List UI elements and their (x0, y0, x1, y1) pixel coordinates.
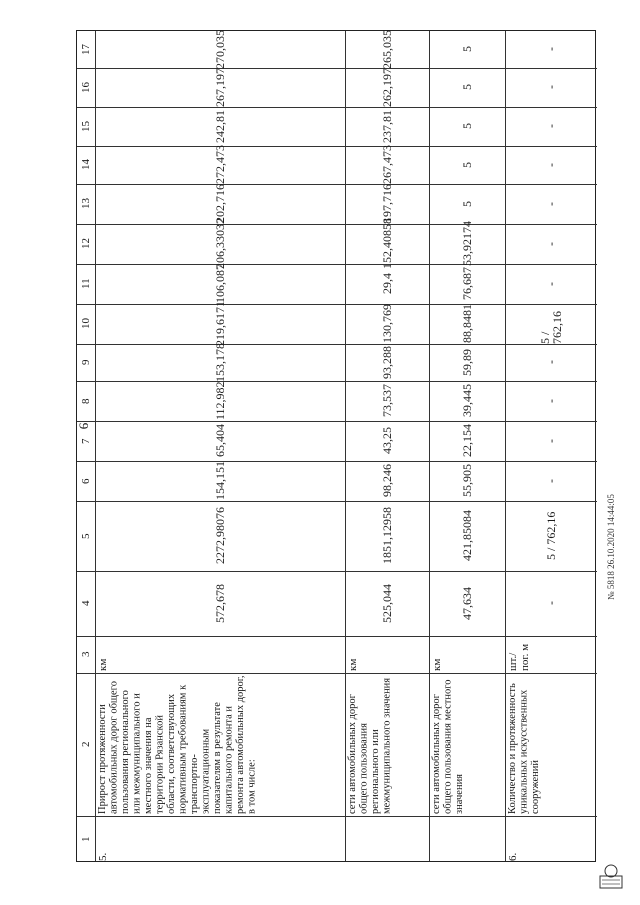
value-cell: - (544, 360, 558, 365)
value-cell: 525,044 (380, 584, 394, 623)
value-cell: 197,716 (380, 184, 394, 224)
value-cell: - (544, 601, 558, 606)
value-cell: 5 (460, 84, 474, 91)
value-cell: 152,40858 (380, 218, 394, 270)
value-cell: 265,035 (380, 30, 394, 69)
value-cell: 242,81 (213, 110, 227, 143)
column-header: 1 (80, 836, 92, 843)
column-header: 14 (80, 159, 92, 171)
unit-cell: км (347, 658, 359, 671)
value-cell: 262,197 (380, 68, 394, 107)
page-number: 9 (76, 422, 92, 430)
value-cell: 76,687 (460, 267, 474, 301)
value-cell: 106,087 (213, 264, 227, 304)
unit-cell: шт./ пог. м (507, 643, 531, 671)
value-cell: 5 (460, 123, 474, 130)
unit-cell: км (431, 658, 443, 671)
value-cell: 22,154 (460, 424, 474, 458)
value-cell: - (544, 439, 558, 443)
value-cell: 202,716 (213, 184, 227, 224)
indicator-name: Количество и протяженность уникальных искусственных сооружений (507, 683, 541, 814)
value-cell: 154,151 (213, 461, 227, 501)
value-cell: - (544, 47, 558, 52)
indicator-name: сети автомобильных дорог общего пользования местного значения (431, 679, 465, 814)
value-cell: 39,445 (460, 384, 474, 418)
indicator-name: сети автомобильных дорог общего пользования регионального или межмуниципального значения (347, 677, 393, 814)
value-cell: 2272,98076 (213, 507, 227, 565)
value-cell: 47,634 (460, 587, 474, 620)
value-cell: 43,25 (380, 427, 394, 455)
value-cell: - (544, 479, 558, 483)
value-cell: 5 (460, 162, 474, 168)
column-header: 13 (80, 198, 92, 210)
value-cell: 93,288 (380, 346, 394, 379)
value-cell: 53,92174 (460, 221, 474, 267)
value-cell: 5 / 762,16 (538, 311, 564, 344)
column-header: 4 (80, 600, 92, 607)
column-header: 6 (80, 478, 92, 484)
value-cell: 5 / 762,16 (544, 511, 558, 561)
column-header: 11 (80, 278, 92, 290)
value-cell: 572,678 (213, 584, 227, 623)
indicator-name: Прирост протяженности автомобильных дорог общего пользования регионального или межмуниципального и местного значения на территории Рязанской области, соответствующих нормативным требованиям к транспортно-эксплуатационным показателям в результате капитального ремонта и ремонта автомобильных дорог, в том числе: (97, 675, 258, 814)
value-cell: 237,81 (380, 110, 394, 143)
data-table (76, 30, 596, 862)
row-number: 6. (507, 852, 519, 861)
value-cell: 267,197 (213, 68, 227, 107)
value-cell: 29,4 (380, 273, 394, 295)
value-cell: 65,404 (213, 424, 227, 458)
column-header: 7 (80, 438, 92, 444)
column-header: 3 (80, 651, 92, 658)
value-cell: 73,537 (380, 384, 394, 418)
row-number: 5. (97, 852, 109, 861)
value-cell: 55,905 (460, 464, 474, 498)
value-cell: 5 (460, 46, 474, 53)
value-cell: 421,85084 (460, 510, 474, 562)
value-cell: 88,8481 (460, 304, 474, 344)
column-header: 5 (80, 533, 92, 539)
value-cell: 153,178 (213, 343, 227, 382)
column-header: 15 (80, 121, 92, 132)
column-header: 12 (80, 238, 92, 250)
value-cell: 112,982 (213, 381, 227, 421)
value-cell: 219,6171 (213, 301, 227, 347)
value-cell: 130,769 (380, 304, 394, 344)
value-cell: - (544, 242, 558, 246)
value-cell: - (544, 202, 558, 206)
unit-cell: км (97, 658, 109, 671)
value-cell: 270,035 (213, 30, 227, 69)
column-header: 9 (80, 359, 92, 366)
column-header: 2 (80, 741, 92, 748)
column-header: 10 (80, 318, 92, 330)
value-cell: 98,246 (380, 464, 394, 498)
column-header: 17 (80, 44, 92, 55)
value-cell: - (544, 85, 558, 90)
column-header: 8 (80, 398, 92, 404)
document-seal-icon (598, 862, 624, 890)
value-cell: - (544, 282, 558, 286)
column-header: 16 (80, 82, 92, 93)
value-cell: - (544, 399, 558, 403)
registration-stamp: № 5818 26.10.2020 14:44:05 (606, 494, 616, 600)
value-cell: 5 (460, 201, 474, 207)
value-cell: 272,473 (213, 145, 227, 185)
value-cell: 267,473 (380, 145, 394, 185)
value-cell: - (544, 163, 558, 167)
value-cell: 206,33032 (213, 218, 227, 270)
value-cell: - (544, 124, 558, 129)
value-cell: 59,89 (460, 349, 474, 376)
value-cell: 1851,12958 (380, 507, 394, 565)
